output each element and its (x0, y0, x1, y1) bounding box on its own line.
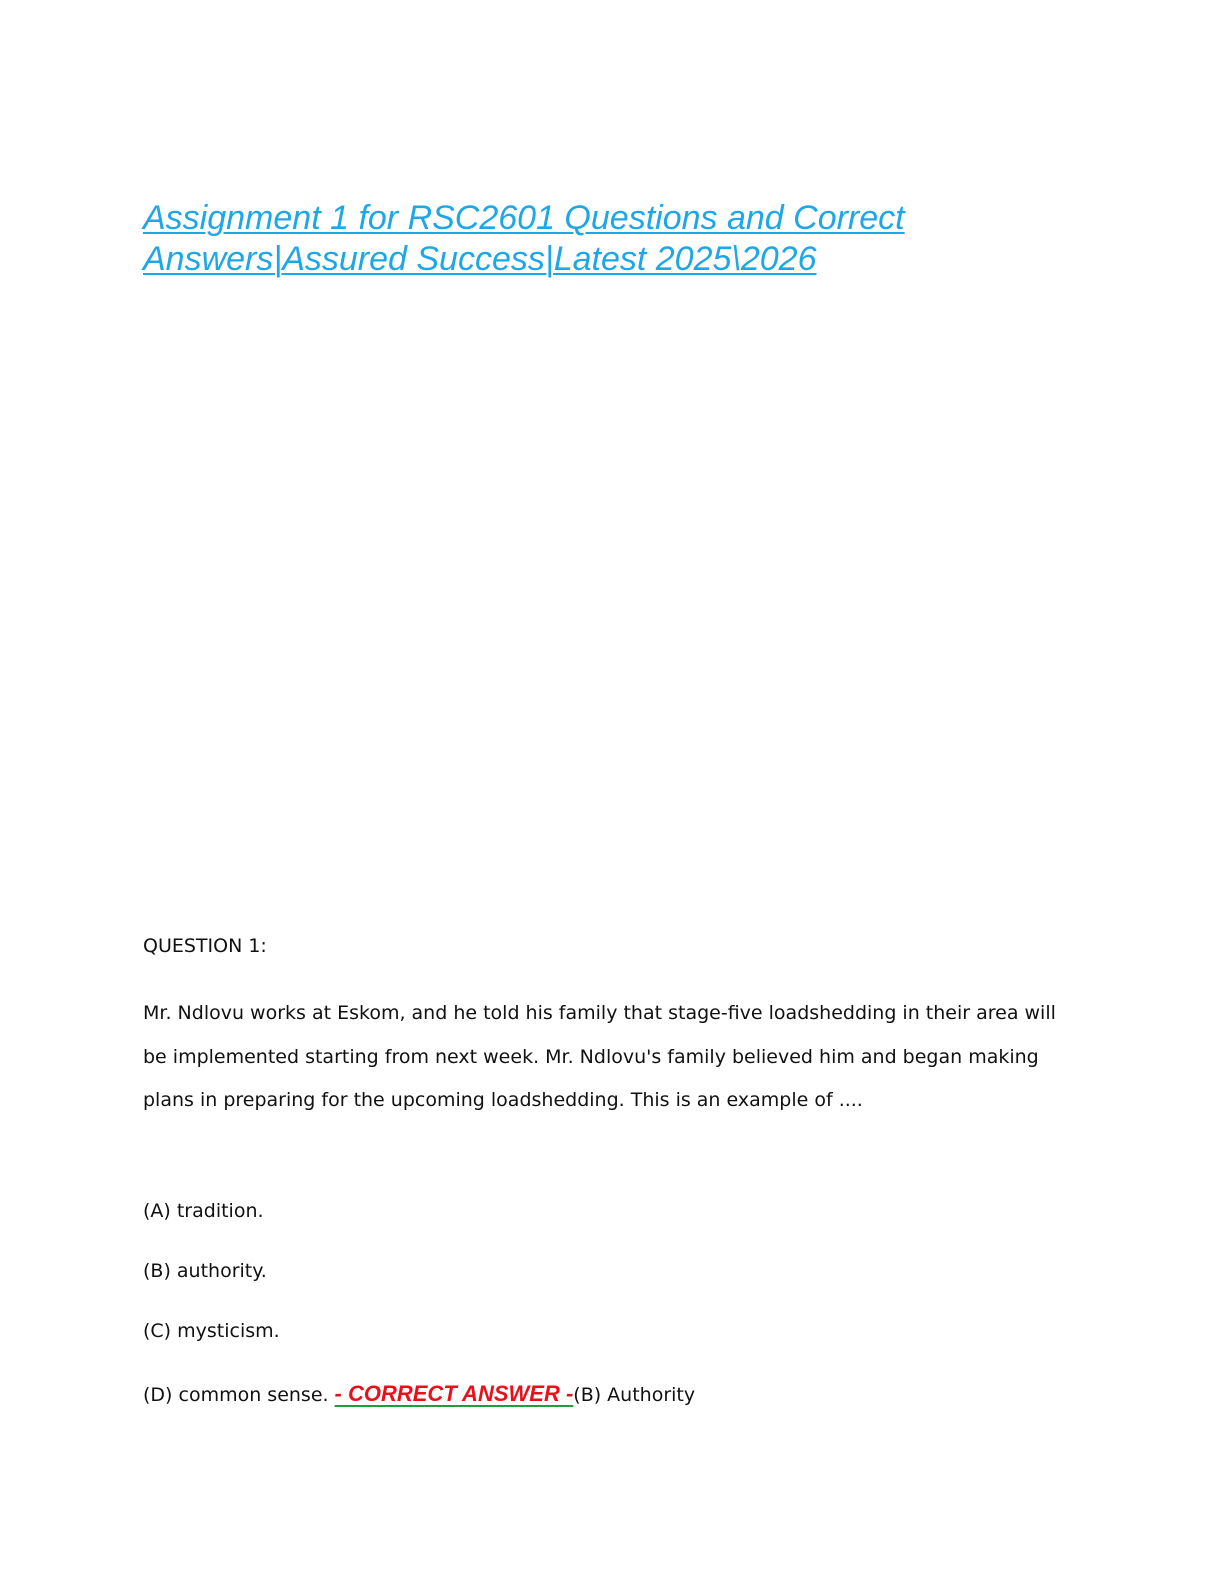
document-title-link[interactable] (143, 198, 1043, 280)
option-a: (A) tradition. (143, 1200, 264, 1222)
option-d: (D) common sense. (143, 1384, 329, 1406)
question-text (143, 992, 1083, 1123)
question-text-line-3: plans in preparing for the upcoming loadshedding. This is an example of .... (143, 1089, 863, 1111)
title-line-2[interactable]: Answers|Assured Success|Latest 2025\2026 (143, 240, 817, 278)
option-b: (B) authority. (143, 1260, 267, 1282)
title-line-1[interactable]: Assignment 1 for RSC2601 Questions and Correct (143, 199, 905, 237)
question-label: QUESTION 1: (143, 935, 267, 957)
question-text-line-1: Mr. Ndlovu works at Eskom, and he told his family that stage-five loadshedding in their area will (143, 1002, 1056, 1024)
correct-answer-tag: - CORRECT ANSWER - (334, 1381, 574, 1406)
option-d-row (143, 1381, 695, 1407)
option-c: (C) mysticism. (143, 1320, 280, 1342)
correct-answer-value: (B) Authority (573, 1384, 696, 1406)
question-text-line-2: be implemented starting from next week. Mr. Ndlovu's family believed him and began making (143, 1045, 1039, 1068)
